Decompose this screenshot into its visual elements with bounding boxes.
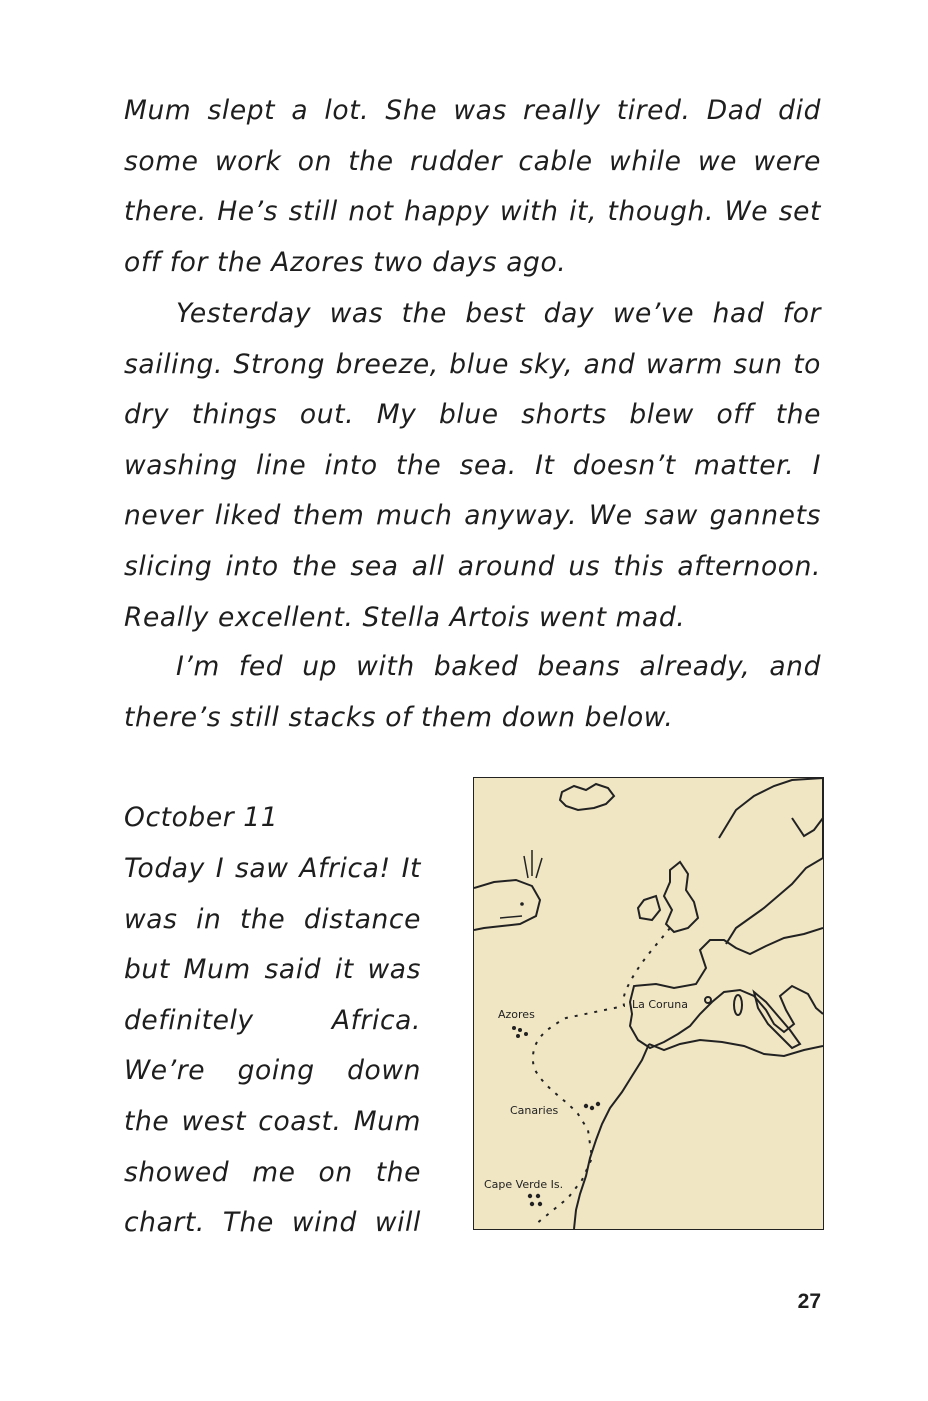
scandinavia-outline — [719, 778, 823, 944]
label-azores: Azores — [498, 1008, 535, 1021]
iceland-outline — [560, 784, 614, 810]
paragraph-2: Yesterday was the best day we’ve had for sailing. Strong breeze, blue sky, and warm sun to dry things out. My blue shorts blew off the washing line into the sea. It doesn’t matter. I never liked them much anyway. We saw gannets slicing into the sea all around us this afternoon. Really excellent. Stella Artois went mad. — [124, 298, 821, 633]
europe-outline — [630, 928, 823, 1048]
italy-outline — [754, 992, 800, 1048]
africa-outline — [574, 1040, 823, 1229]
label-cape-verde: Cape Verde Is. — [484, 1178, 564, 1191]
whale-eye — [520, 902, 524, 906]
whale-mouth — [500, 916, 522, 918]
entry-text: Today I saw Africa! It was in the distance but Mum said it was definitely Africa. We’re going down the west coast. Mum showed me on the chart. The wind will — [124, 853, 421, 1239]
page-number: 27 — [797, 1290, 821, 1313]
paragraph-3: I’m fed up with baked beans already, and there’s still stacks of them down below. — [124, 651, 821, 733]
baltic-outline — [792, 818, 823, 836]
cape-verde-islands — [528, 1194, 542, 1206]
whale-outline — [474, 880, 540, 930]
azores-islands — [512, 1026, 528, 1038]
balearics-outline — [705, 997, 711, 1003]
ireland-outline — [638, 896, 660, 920]
britain-outline — [664, 862, 698, 932]
label-la-coruna: La Coruna — [632, 998, 688, 1011]
canaries-islands — [584, 1102, 600, 1110]
whale-spout — [524, 850, 542, 878]
map-illustration — [474, 778, 823, 1229]
sardinia-outline — [734, 995, 742, 1015]
label-canaries: Canaries — [510, 1104, 559, 1117]
entry-date: October 11 — [124, 802, 279, 833]
voyage-map — [473, 777, 824, 1230]
paragraph-1: Mum slept a lot. She was really tired. Dad did some work on the rudder cable while we were there. He’s still not happy with it, though. We set off for the Azores two days ago. — [124, 95, 821, 278]
